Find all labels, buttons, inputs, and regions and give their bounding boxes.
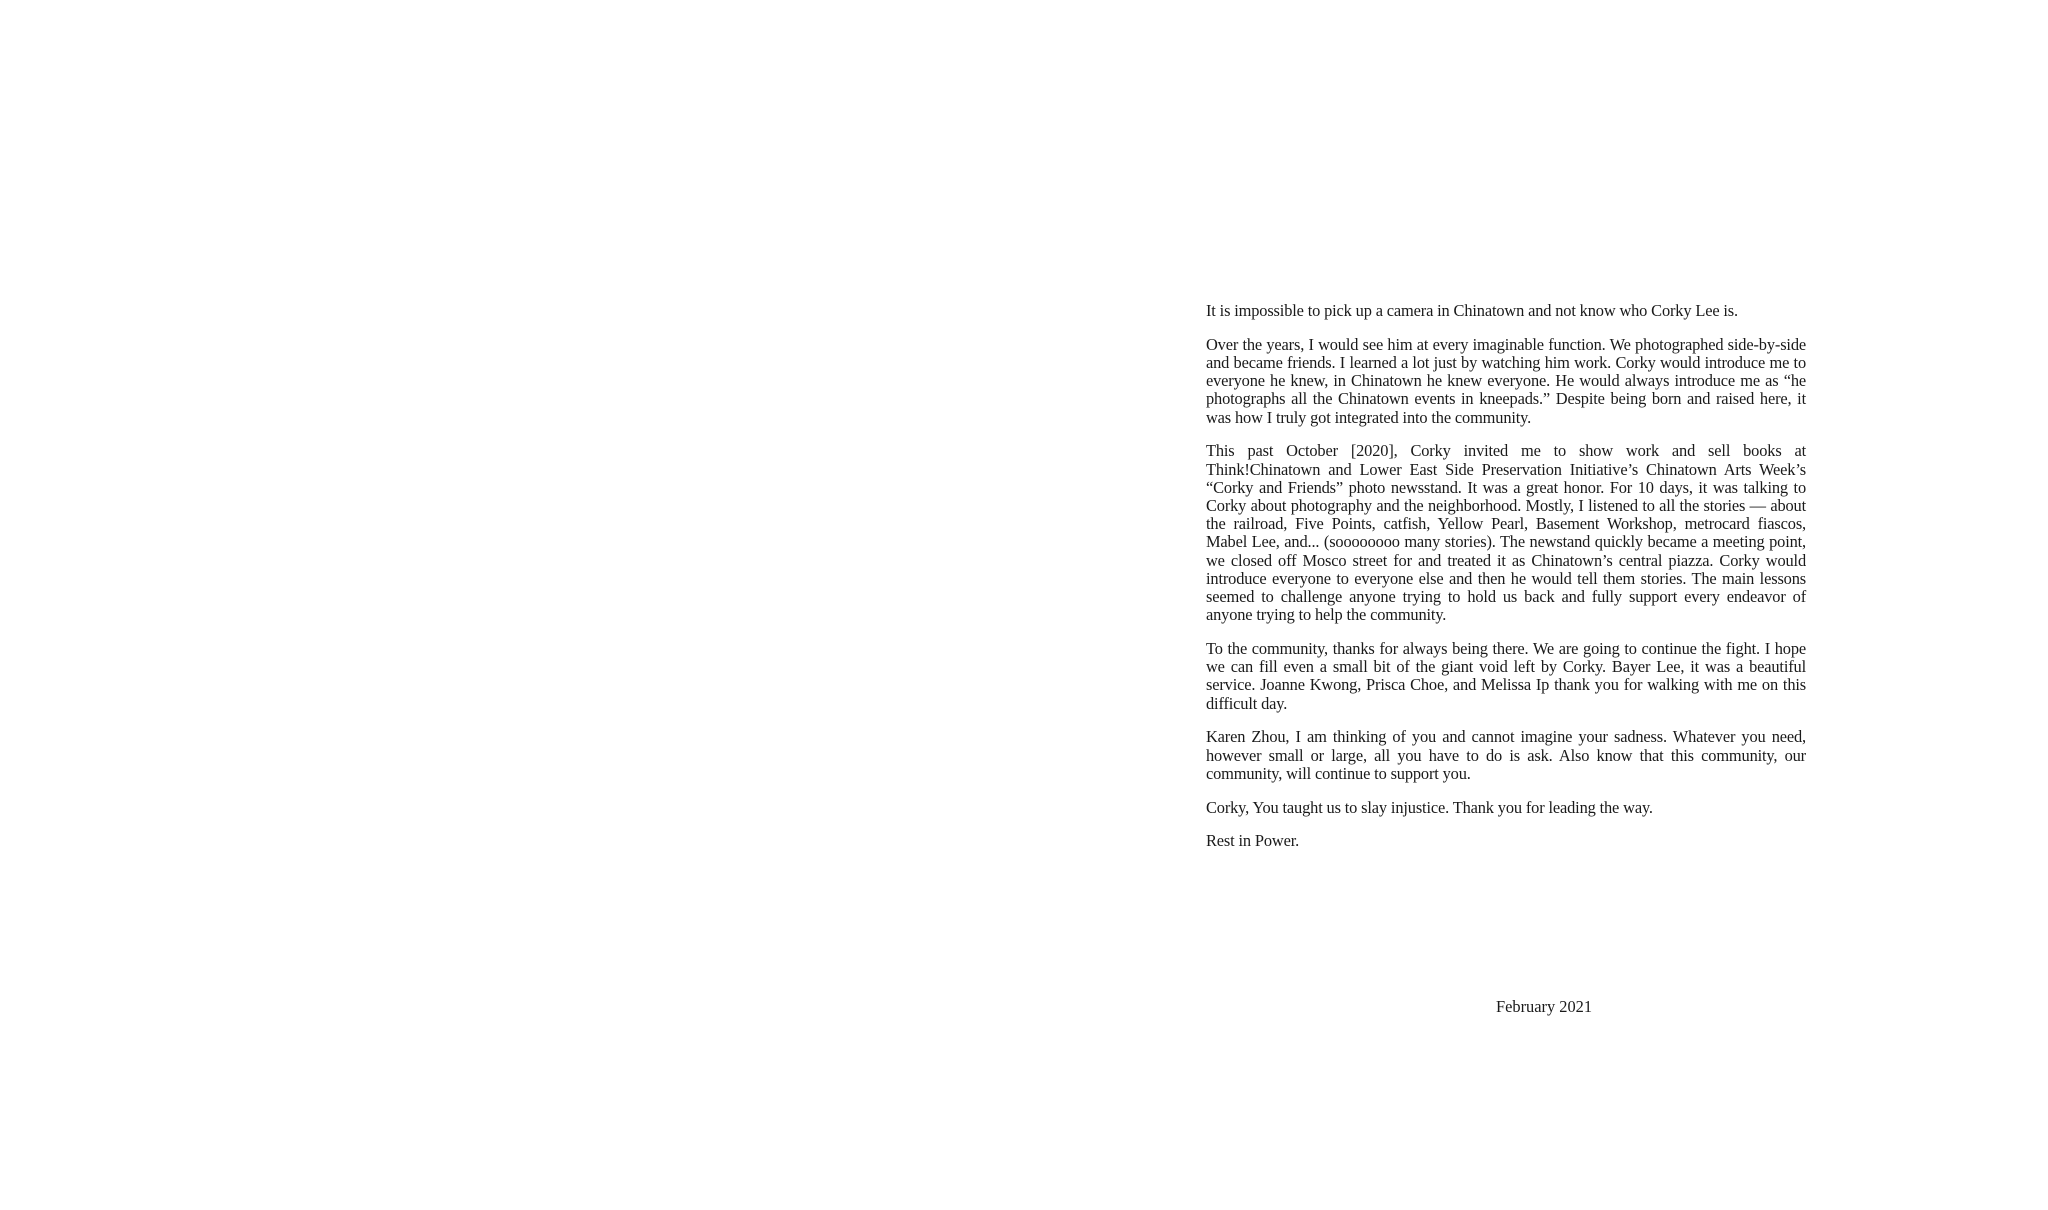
paragraph-corky: Corky, You taught us to slay injustice. Thank you for leading the way. <box>1206 797 1653 817</box>
letter-date: February 2021 <box>1496 997 1593 1016</box>
paragraph-newsstand: This past October [2020], Corky invited me to show work and sell books at Think!Chinatown and Lower East Side Preservation Initiative’s Chinatown Arts Week’s “Corky and Friends” photo newsstand. It was a great honor. For 10 days, it was talking to Corky about photography and the neighborhood. Mostly, I listened to all the stories — about the railroad, Five Points, catfish, Yellow Pearl, Basement Workshop, metrocard fiascos, Mabel Lee, and... (soooooooo many stories). The newstand quickly became a meeting point, we closed off Mosco street for and treated it as Chinatown’s central piazza. Corky would introduce everyone to everyone else and then he would tell them stories. The main lessons seemed to challenge anyone trying to hold us back and fully support every endeavor of anyone trying to help the community. <box>1206 441 1806 625</box>
paragraph-karen: Karen Zhou, I am thinking of you and cannot imagine your sadness. Whatever you need, however small or large, all you have to do is ask. Also know that this community, our community, will continue to support you. <box>1206 727 1806 783</box>
letter-body <box>1206 302 1806 866</box>
paragraph-community: To the community, thanks for always being there. We are going to continue the fight. I hope we can fill even a small bit of the giant void left by Corky. Bayer Lee, it was a beautiful service. Joanne Kwong, Prisca Choe, and Melissa Ip thank you for walking with me on this difficult day. <box>1206 639 1806 713</box>
paragraph-closing: Rest in Power. <box>1206 831 1300 851</box>
right-page <box>1024 0 2048 1210</box>
paragraph-friendship: Over the years, I would see him at every imaginable function. We photographed side-by-side and became friends. I learned a lot just by watching him work. Corky would introduce me to everyone he knew, in Chinatown he knew everyone. He would always introduce me as “he photographs all the Chinatown events in kneepads.” Despite being born and raised here, it was how I truly got integrated into the community. <box>1206 334 1806 427</box>
paragraph-intro: It is impossible to pick up a camera in Chinatown and not know who Corky Lee is. <box>1206 301 1738 320</box>
